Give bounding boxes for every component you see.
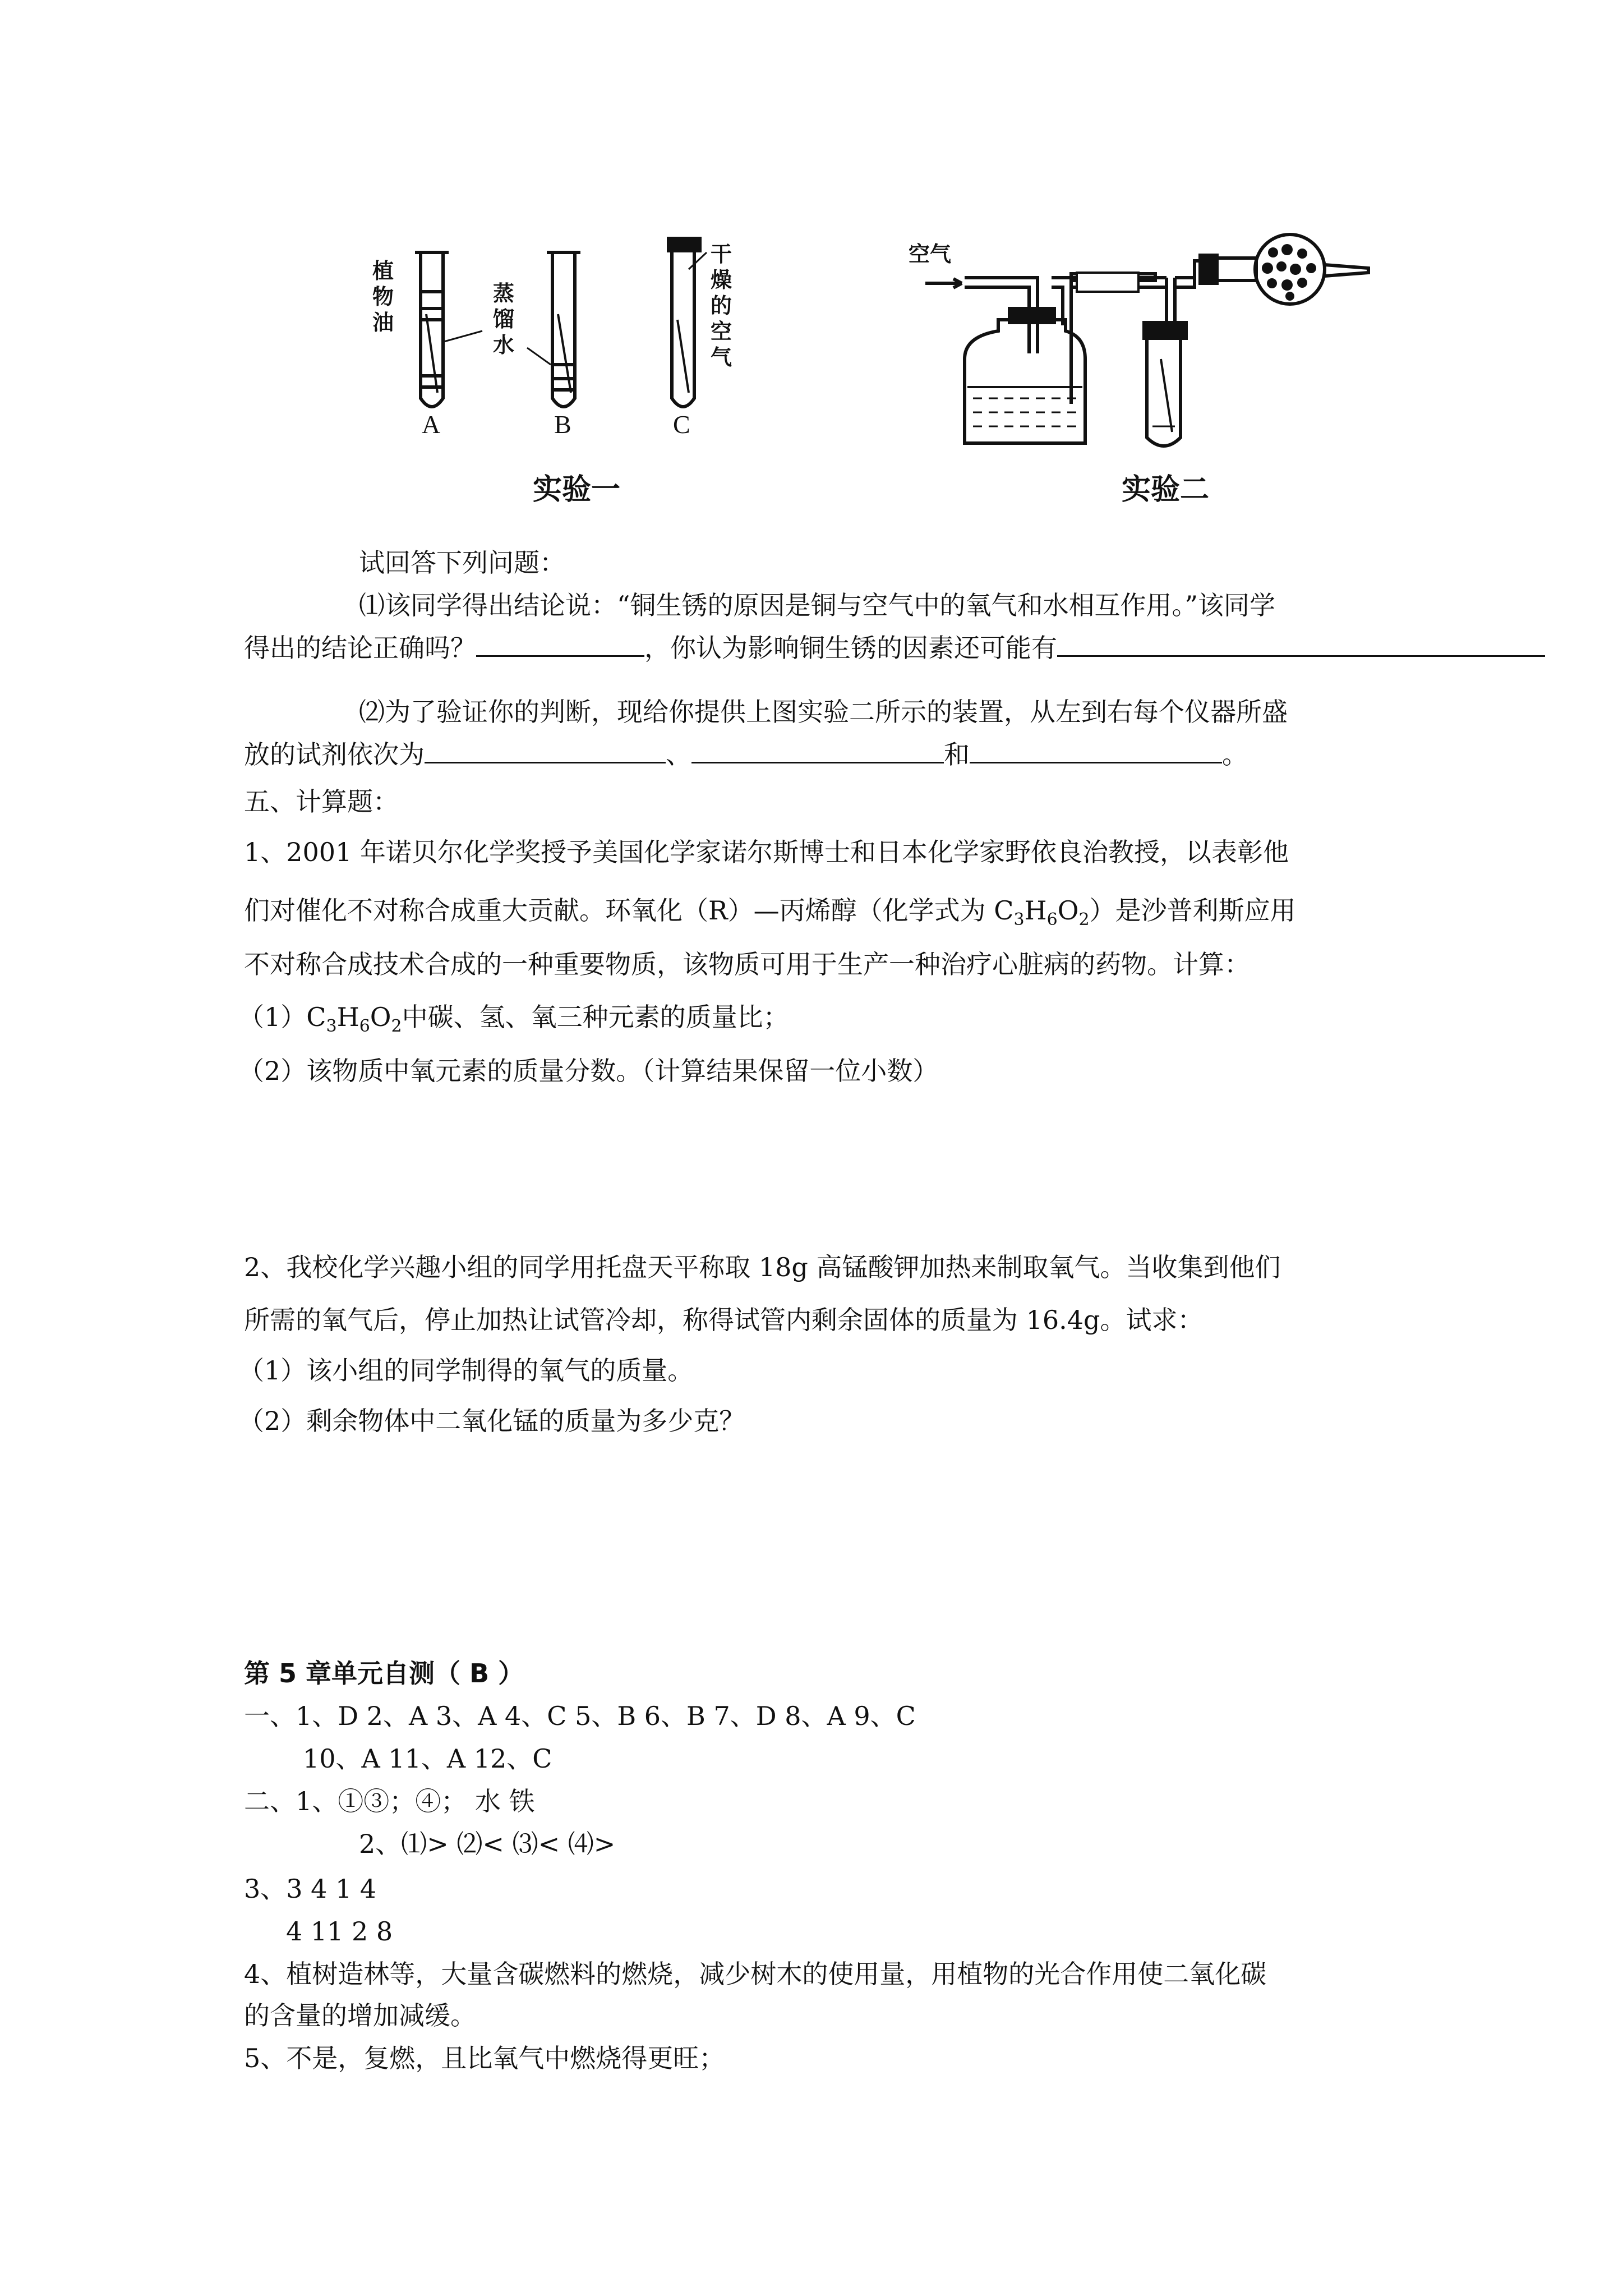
question-2-line-1: ⑵为了验证你的判断，现给你提供上图实验二所示的装置，从左到右每个仪器所盛 (359, 697, 1288, 727)
experiment-1-figure (359, 236, 763, 426)
answers-row-6: 4 11 2 8 (286, 1916, 393, 1947)
questions-intro: 试回答下列问题： (359, 547, 565, 578)
answers-row-1: 一、1、D 2、A 3、A 4、C 5、B 6、B 7、D 8、A 9、C (244, 1701, 916, 1731)
q1-formula-sub-6: 6 (359, 1016, 370, 1036)
problem-1-line-2 (244, 892, 1296, 938)
answer-blank-4[interactable] (691, 737, 944, 763)
label-air: 空气 (909, 242, 952, 266)
question-2-sep-1: 、 (666, 739, 691, 770)
problem-2-question-1: （1）该小组的同学制得的氧气的质量。 (238, 1355, 694, 1386)
q1-formula-o: O (370, 1002, 391, 1032)
question-2-line-2 (244, 736, 1248, 773)
problem-1-line-2-text: 们对催化不对称合成重大贡献。环氧化（R）—丙烯醇（化学式为 C (244, 895, 1014, 926)
answers-row-9: 5、不是，复燃，且比氧气中燃烧得更旺； (244, 2043, 725, 2073)
question-1-line-1: ⑴该同学得出结论说：“铜生锈的原因是铜与空气中的氧气和水相互作用。”该同学 (359, 590, 1276, 620)
problem-1-line-2-tail: ）是沙普利斯应用 (1089, 895, 1296, 926)
tube-label-c: C (673, 410, 690, 439)
tube-label-b: B (554, 410, 571, 439)
experiment-2-figure (909, 224, 1391, 460)
answer-blank-5[interactable] (970, 737, 1222, 763)
section-5-title: 五、计算题： (244, 786, 399, 817)
formula-sub-6: 6 (1046, 910, 1058, 930)
answers-row-8: 的含量的增加减缓。 (244, 2000, 476, 2031)
problem-1-question-2: （2）该物质中氧元素的质量分数。（计算结果保留一位小数） (238, 1056, 939, 1086)
label-distilled-water: 蒸馏水 (492, 281, 514, 357)
q1-formula-h: H (336, 1002, 359, 1032)
q1-formula-sub-3: 3 (326, 1016, 337, 1036)
problem-1-q1-pre: （1）C (238, 1002, 326, 1032)
answers-row-3: 二、1、①③；④； 水 铁 (244, 1786, 535, 1816)
problem-1-question-1 (238, 999, 789, 1045)
formula-sub-2: 2 (1078, 910, 1090, 930)
answers-row-7: 4、植树造林等，大量含碳燃料的燃烧，减少树木的使用量，用植物的光合作用使二氧化碳 (244, 1959, 1267, 1989)
answers-row-2: 10、A 11、A 12、C (303, 1743, 552, 1774)
problem-1-line-3: 不对称合成技术合成的一种重要物质，该物质可用于生产一种治疗心脏病的药物。计算： (244, 949, 1250, 979)
formula-sub-3: 3 (1013, 910, 1025, 930)
test-tube-c (668, 238, 707, 407)
test-tube-b (527, 252, 580, 407)
question-2-end: 。 (1222, 739, 1248, 770)
label-dry-air: 干燥的空气 (710, 242, 732, 370)
question-1-text-a: 得出的结论正确吗？ (244, 633, 476, 663)
answers-row-5: 3、3 4 1 4 (244, 1874, 377, 1904)
question-2-text-a: 放的试剂依次为 (244, 739, 425, 770)
q1-formula-sub-2: 2 (391, 1016, 402, 1036)
test-tube-a (415, 252, 482, 407)
problem-1-q1-post: 中碳、氢、氧三种元素的质量比； (402, 1002, 789, 1032)
problem-2-line-1: 2、我校化学兴趣小组的同学用托盘天平称取 18g 高锰酸钾加热来制取氧气。当收集到他们 (244, 1252, 1281, 1282)
formula-h: H (1024, 895, 1047, 926)
experiment-1-caption: 实验一 (533, 473, 621, 507)
question-2-sep-2: 和 (944, 739, 970, 770)
answer-blank-3[interactable] (425, 737, 666, 763)
label-vegetable-oil: 植物油 (372, 259, 394, 335)
question-1-line-2 (244, 629, 1545, 666)
answers-row-4: 2、⑴> ⑵< ⑶< ⑷> (359, 1829, 616, 1859)
problem-2-line-2: 所需的氧气后，停止加热让试管冷却，称得试管内剩余固体的质量为 16.4g。试求： (244, 1305, 1204, 1335)
answer-blank-1[interactable] (476, 631, 644, 657)
question-1-text-b: ，你认为影响铜生锈的因素还可能有 (644, 633, 1057, 663)
formula-o: O (1057, 895, 1079, 926)
answers-title: 第 5 章单元自测（ B ） (244, 1658, 524, 1688)
tube-label-a: A (422, 410, 441, 439)
problem-1-line-1: 1、2001 年诺贝尔化学奖授予美国化学家诺尔斯博士和日本化学家野依良治教授，以表彰他 (244, 837, 1289, 867)
experiment-2-caption: 实验二 (1122, 473, 1210, 507)
problem-2-question-2: （2）剩余物体中二氧化锰的质量为多少克？ (238, 1406, 745, 1436)
answer-blank-2[interactable] (1057, 631, 1545, 657)
